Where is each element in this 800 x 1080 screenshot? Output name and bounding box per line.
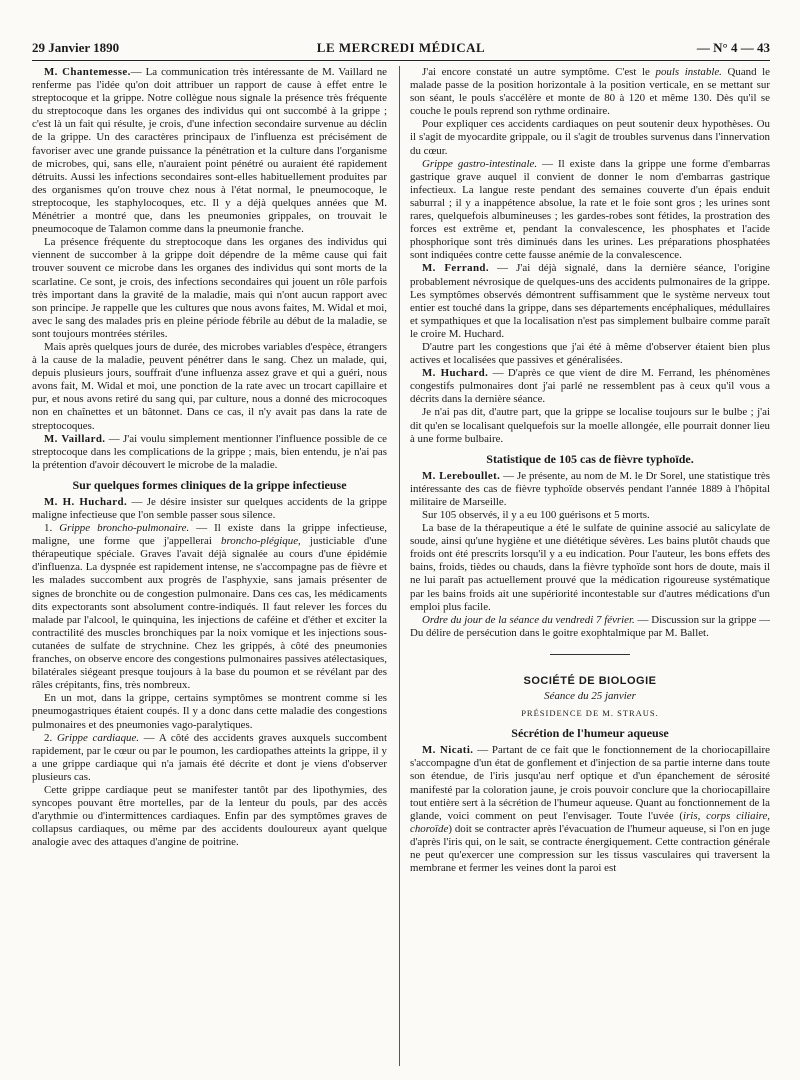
paragraph: [32, 732, 387, 784]
section-separator: [550, 654, 630, 655]
agenda-heading: Ordre du jour de la séance du vendredi 7 février.: [422, 613, 635, 626]
speaker-name: M. H. Huchard.: [44, 495, 128, 508]
paragraph-agenda: [410, 614, 770, 640]
paragraph: [32, 522, 387, 692]
term: broncho-plégique,: [221, 535, 301, 548]
text: 2.: [44, 731, 57, 744]
text: Quand le malade passe de la position horizontale à la position verticale, en se mettant sur son séant, le pouls s'accélère et monte de 80 à 120 et même 130. Dès qu'il se couche le pouls reprend son rythme ordinaire.: [410, 66, 770, 118]
paragraph-text: — J'ai déjà signalé, dans la dernière séance, l'origine probablement névrosique de quelques-uns des accidents pulmonaires de la grippe. Les symptômes observés démontrent suffisamment que le système nerveux tout entier est touché dans la grippe, dans ses départements encéphaliques, médullaires et sympathiques et que la localisation n'est pas simplement bulbaire comme paraît le croire M. Huchard.: [410, 262, 770, 340]
paragraph: Pour expliquer ces accidents cardiaques on peut soutenir deux hypothèses. Ou il s'agit de myocardite grippale, ou il s'agit de troubles survenus dans l'innervation du cœur.: [410, 118, 770, 157]
paragraph: Cette grippe cardiaque peut se manifester tantôt par des lipothymies, des syncopes pouvant être mortelles, par de la lenteur du pouls, par des accès d'arythmie ou d'intermittences cardiaques. Enfin par des symptômes graves de collapsus cardiaques, ou même par des accidents douloureux ayant quelque analogie avec des attaques d'angine de poitrine.: [32, 783, 387, 849]
presidency-line: PRÉSIDENCE DE M. STRAUS.: [521, 708, 659, 719]
paragraph-huchard-reply: [410, 367, 770, 406]
paragraph-chantemesse: [32, 66, 387, 236]
section-title: Sécrétion de l'humeur aqueuse: [511, 726, 669, 741]
text: — Il existe dans la grippe une forme d'embarras gastrique grave auquel il convient de donner le nom d'embarras gastrique infectieux. La langue reste pendant des semaines couverte d'un épais enduit saburral ; il y a inappétence absolue, la rate et le foie sont gros ; les urines sont rares, quelquefois albumineuses ; les gardes-robes sont fétides, la prostration des forces est extrême et, pendant la convalescence, les phosphates et l'acide phosphorique sont très diminués dans les urines. Les préparations phosphatées sont indiquées contre cette fausse anémie de la convalescence.: [410, 157, 770, 262]
page-number: — N° 4 — 43: [696, 40, 770, 55]
paragraph-text: — La communication très intéressante de M. Vaillard ne renferme pas l'idée qu'on doit attribuer un rapport de cause à effet entre le streptocoque et la grippe. Notre collègue nous signale la présence très fréquente du streptocoque dans les organes des individus qui ont succombé à la grippe ; c'est là un fait qui résulte, je crois, d'une infection secondaire survenue au déclin de la grippe. Un des caractères principaux de l'influenza est précisément de favoriser avec une grande puissance la pénétration et la culture dans l'organisme de microbes, qui, sans elle, n'auraient point pénétré ou auraient été rapidement détruits. Aussi les infections secondaires sont-elles habituellement produites par des organismes qu'on trouve chez nous à l'état normal, le pneumocoque, le streptocoque, les staphylocoques, etc. Il y a déjà quelques années que M. Ménétrier a montré que, dans les pneumonies grippales, on trouvait le pneumocoque de Talamon comme dans la pneumonie franche.: [32, 66, 387, 236]
paragraph: En un mot, dans la grippe, certains symptômes se montrent comme si les pneumogastriques étaient coupés. Il y a donc dans cette maladie des congestions pulmonaires et des pneumonies vago-paralytiques.: [32, 692, 387, 731]
column-divider: [399, 66, 400, 1066]
text: J'ai encore constaté un autre symptôme. C'est le: [422, 66, 656, 78]
society-title: SOCIÉTÉ DE BIOLOGIE: [523, 674, 657, 687]
paragraph-lereboullet: [410, 470, 770, 509]
text: — Discussion sur la grippe — Du délire de persécution dans le goitre exophtalmique par M. Ballet.: [410, 613, 770, 639]
journal-title: LE MERCREDI MÉDICAL: [316, 40, 486, 55]
term: pouls instable.: [655, 66, 722, 78]
paragraph-text: — Je présente, au nom de M. le Dr Sorel, une statistique très intéressante des cas de fièvre typhoïde observés pendant l'année 1889 à l'hôpital militaire de Marseille.: [410, 469, 770, 508]
paragraph-nicati: [410, 744, 770, 875]
text: 1.: [44, 522, 60, 535]
speaker-name: M. Chantemesse.: [44, 66, 131, 78]
section-title: Statistique de 105 cas de fièvre typhoïde.: [486, 451, 694, 466]
paragraph: [410, 158, 770, 263]
header-rule: [32, 60, 770, 61]
paragraph: Sur 105 observés, il y a eu 100 guérisons et 5 morts.: [422, 509, 650, 521]
subheading: Grippe cardiaque.: [56, 731, 140, 744]
paragraph: Mais après quelques jours de durée, des microbes variables d'espèce, étrangers à la cause de la maladie, peuvent pénétrer dans le sang. Chez un malade, qui, depuis plusieurs jours, souffrait d'une influenza assez grave et qui a guéri, nous avons fait, M. Widal et moi, une ponction de la rate avec un trocart capillaire et pur, et nous avons retiré du sang qui, par culture, nous a donné des microcoques non en chaînettes et un bâtonnet. Dans ce cas, il n'y avait pas dans la rate de streptocoques.: [32, 340, 387, 432]
text: — Partant de ce fait que le fonctionnement de la choriocapillaire s'accompagne d'un état de gonflement et d'injection de sa partie interne dans toute son étendue, de l'iris jusqu'au nerf optique et d'un épanchement de sérosité manifesté par la coloration jaune, je crois pouvoir conclure que la choriocapillaire tout entière sert à la sécrétion de l'humeur aqueuse. Quant au fonctionnement de la glande, voici comment on peut l'envisager. Toute l'uvée (: [410, 744, 770, 822]
paragraph: D'autre part les congestions que j'ai été à même d'observer étaient bien plus actives et localisées que passives et généralisées.: [410, 340, 770, 367]
text: justiciable d'une thérapeutique spéciale. Graves l'avait déjà signalée au cours d'une épidémie d'influenza. La dyspnée est rapidement intense, ne s'accompagne pas de fièvre et les malades succombent aux progrès de l'asphyxie, sans jamais présenter de signes de bronchite ou de congestion pulmonaire. Dans ces cas, les médicaments dits expectorants sont absolument contre-indiqués. Il faut relever les forces du malade par l'alcool, le quinquina, les injections de caféine et d'éther et exciter la contractilité des muscles bronchiques par la noix vomique et les injections sous-cutanées de sulfate de strychnine. Chez les grippés, à côté des pneumonies franches, on observe encore des congestions pulmonaires passives atélectasiques, bilatérales siégeant presque toujours à la base du poumon et se révélant par des râles crépitants, fins, très nombreux.: [32, 535, 387, 692]
paragraph-vaillard: [32, 433, 387, 472]
right-column: [410, 66, 770, 1066]
speaker-name: M. Vaillard.: [44, 432, 106, 445]
text: — A côté des accidents graves auxquels succombent rapidement, par le cœur ou par le poumon, les cardiopathes atteints la grippe, il y a une grippe cardiaque qui n'a jamais été décrite et dont je viens d'observer plusieurs cas.: [32, 731, 387, 783]
text: — Il existe dans la grippe infectieuse, maligne, une forme que j'appellerai: [32, 522, 387, 548]
text: ) doit se contracter après l'évacuation de l'humeur aqueuse, si l'on en juge d'après l'iris qui, on le sait, se contracte énergiquement. Cette contraction générale ne peut qu'exercer une compression sur les tissus vasculaires qui traversent la membrane et fermer les veines dont la paroi est: [410, 822, 770, 875]
paragraph-text: — Je désire insister sur quelques accidents de la grippe maligne infectieuse que l'on semble passer sous silence.: [32, 495, 387, 521]
paragraph: Je n'ai pas dit, d'autre part, que la grippe se localise toujours sur le bulbe ; j'ai dit qu'en se localisant quelquefois sur la moelle allongée, elle pourrait donner lieu à une forme bulbaire.: [410, 406, 770, 445]
paragraph-huchard: [32, 496, 387, 522]
paragraph-text: — D'après ce que vient de dire M. Ferrand, les phénomènes congestifs pulmonaires dont j'ai parlé ne ressemblent pas à ceux qu'il vous a décrits dans la dernière séance.: [410, 367, 770, 406]
session-date: Séance du 25 janvier: [544, 690, 636, 703]
left-column: [32, 66, 387, 1066]
subheading: Grippe broncho-pulmonaire.: [59, 522, 190, 535]
speaker-name: M. Ferrand.: [422, 262, 489, 275]
speaker-name: M. Lereboullet.: [422, 469, 501, 482]
paragraph: La base de la thérapeutique a été le sulfate de quinine associé au salicylate de soude, ainsi qu'une hygiène et une diététique sévères. Les bains plutôt chauds que froids ont été prescrits lorsqu'il y a eu indication. Pour l'auteur, les bons effets des bains, froids, tièdes ou chauds, dans la fièvre typhoïde sont hors de doute, mais il ne lui paraît pas actuellement prouvé que la médication rigoureuse systématique par les bains froids ait une supériorité incontestable sur d'autres médications d'un emploi plus facile.: [410, 522, 770, 613]
term: iris, corps ciliaire, choroïde: [410, 809, 770, 835]
paragraph: La présence fréquente du streptocoque dans les organes des individus qui viennent de succomber à la grippe doit dépendre de la même cause qui fait trouver souvent ce microbe dans les organes des individus qui sont morts de la scarlatine. Ce sont, je crois, des infections secondaires qui jouent un rôle parfois très important dans la gravité de la maladie, mais qui n'ont aucun rapport avec son principe. Je rappelle que les cultures que nous avons faites, M. Widal et moi, avec le sang des malades pris en pleine période fébrile au début de la maladie, se sont toujours montrées stériles.: [32, 236, 387, 340]
header-date: 29 Janvier 1890: [32, 40, 120, 55]
paragraph-ferrand: [410, 262, 770, 341]
paragraph: [410, 66, 770, 118]
paragraph-text: — J'ai voulu simplement mentionner l'influence possible de ce streptocoque dans les complications de la grippe ; mais, bien entendu, je n'ai pas la prétention d'avoir découvert le microbe de la maladie.: [32, 432, 387, 471]
speaker-name: M. Nicati.: [422, 744, 474, 757]
subheading: Grippe gastro-intestinale.: [422, 157, 538, 170]
speaker-name: M. Huchard.: [422, 367, 489, 380]
section-title: Sur quelques formes cliniques de la grippe infectieuse: [72, 477, 347, 492]
page-header: [32, 40, 770, 60]
